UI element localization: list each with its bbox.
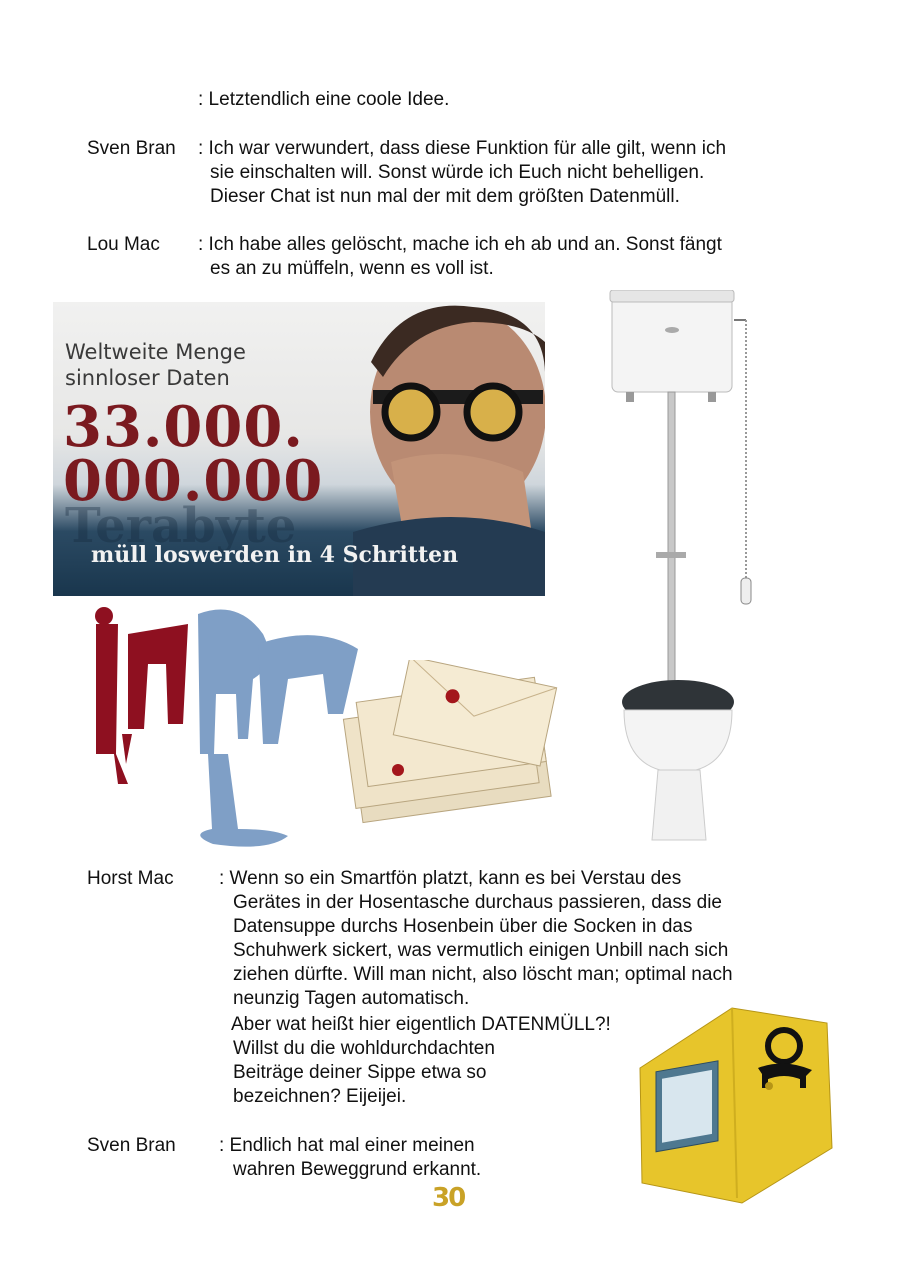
dialogue-line: Gerätes in der Hosentasche durchaus passieren, dass die xyxy=(233,892,722,913)
banner-ghost-text: Terabyte xyxy=(65,498,297,554)
dialogue-line: : Endlich hat mal einer meinen xyxy=(219,1135,475,1156)
banner-number-2: 000.000 xyxy=(63,448,324,514)
dialogue-line: es an zu müffeln, wenn es voll ist. xyxy=(210,258,494,279)
speaker-name: Lou Mac xyxy=(87,234,160,255)
dialogue-line: bezeichnen? Eijeijei. xyxy=(233,1086,407,1107)
graffiti-illustration xyxy=(88,604,368,859)
banner-subtitle: müll loswerden in 4 Schritten xyxy=(91,542,459,568)
dialogue-line: Dieser Chat ist nun mal der mit dem größten Datenmüll. xyxy=(210,186,680,207)
speaker-name: Sven Bran xyxy=(87,1135,176,1156)
letters-pile-illustration xyxy=(338,660,563,830)
dialogue-line: Willst du die wohldurchdachten xyxy=(233,1038,495,1059)
dialogue-line: Schuhwerk sickert, was vermutlich einigen Unbill nach sich xyxy=(233,940,729,961)
banner-line-2: sinnloser Daten xyxy=(65,366,230,390)
dialogue-line: wahren Beweggrund erkannt. xyxy=(233,1159,482,1180)
dialogue-line: : Letztendlich eine coole Idee. xyxy=(198,89,450,110)
speaker-name: Horst Mac xyxy=(87,868,174,889)
dialogue-line: Beiträge deiner Sippe etwa so xyxy=(233,1062,487,1083)
dialogue-line: Datensuppe durchs Hosenbein über die Socken in das xyxy=(233,916,693,937)
dialogue-line: ziehen dürfte. Will man nicht, also löscht man; optimal nach xyxy=(233,964,733,985)
dialogue-line: : Ich habe alles gelöscht, mache ich eh ab und an. Sonst fängt xyxy=(198,234,722,255)
dialogue-line: sie einschalten will. Sonst würde ich Euch nicht behelligen. xyxy=(210,162,705,183)
dialogue-line: neunzig Tagen automatisch. xyxy=(233,988,470,1009)
speaker-name: Sven Bran xyxy=(87,138,176,159)
data-waste-banner xyxy=(53,302,545,596)
toilet-illustration xyxy=(600,290,760,850)
dialogue-line: Aber wat heißt hier eigentlich DATENMÜLL?! xyxy=(231,1014,611,1035)
banner-line-1: Weltweite Menge xyxy=(65,340,246,364)
dialogue-line: : Wenn so ein Smartfön platzt, kann es bei Verstau des xyxy=(219,868,682,889)
dialogue-line: : Ich war verwundert, dass diese Funktion für alle gilt, wenn ich xyxy=(198,138,727,159)
banner-number-1: 33.000. xyxy=(63,394,304,460)
page-number: 30 xyxy=(432,1183,465,1213)
post-mailbox-illustration xyxy=(632,998,837,1208)
